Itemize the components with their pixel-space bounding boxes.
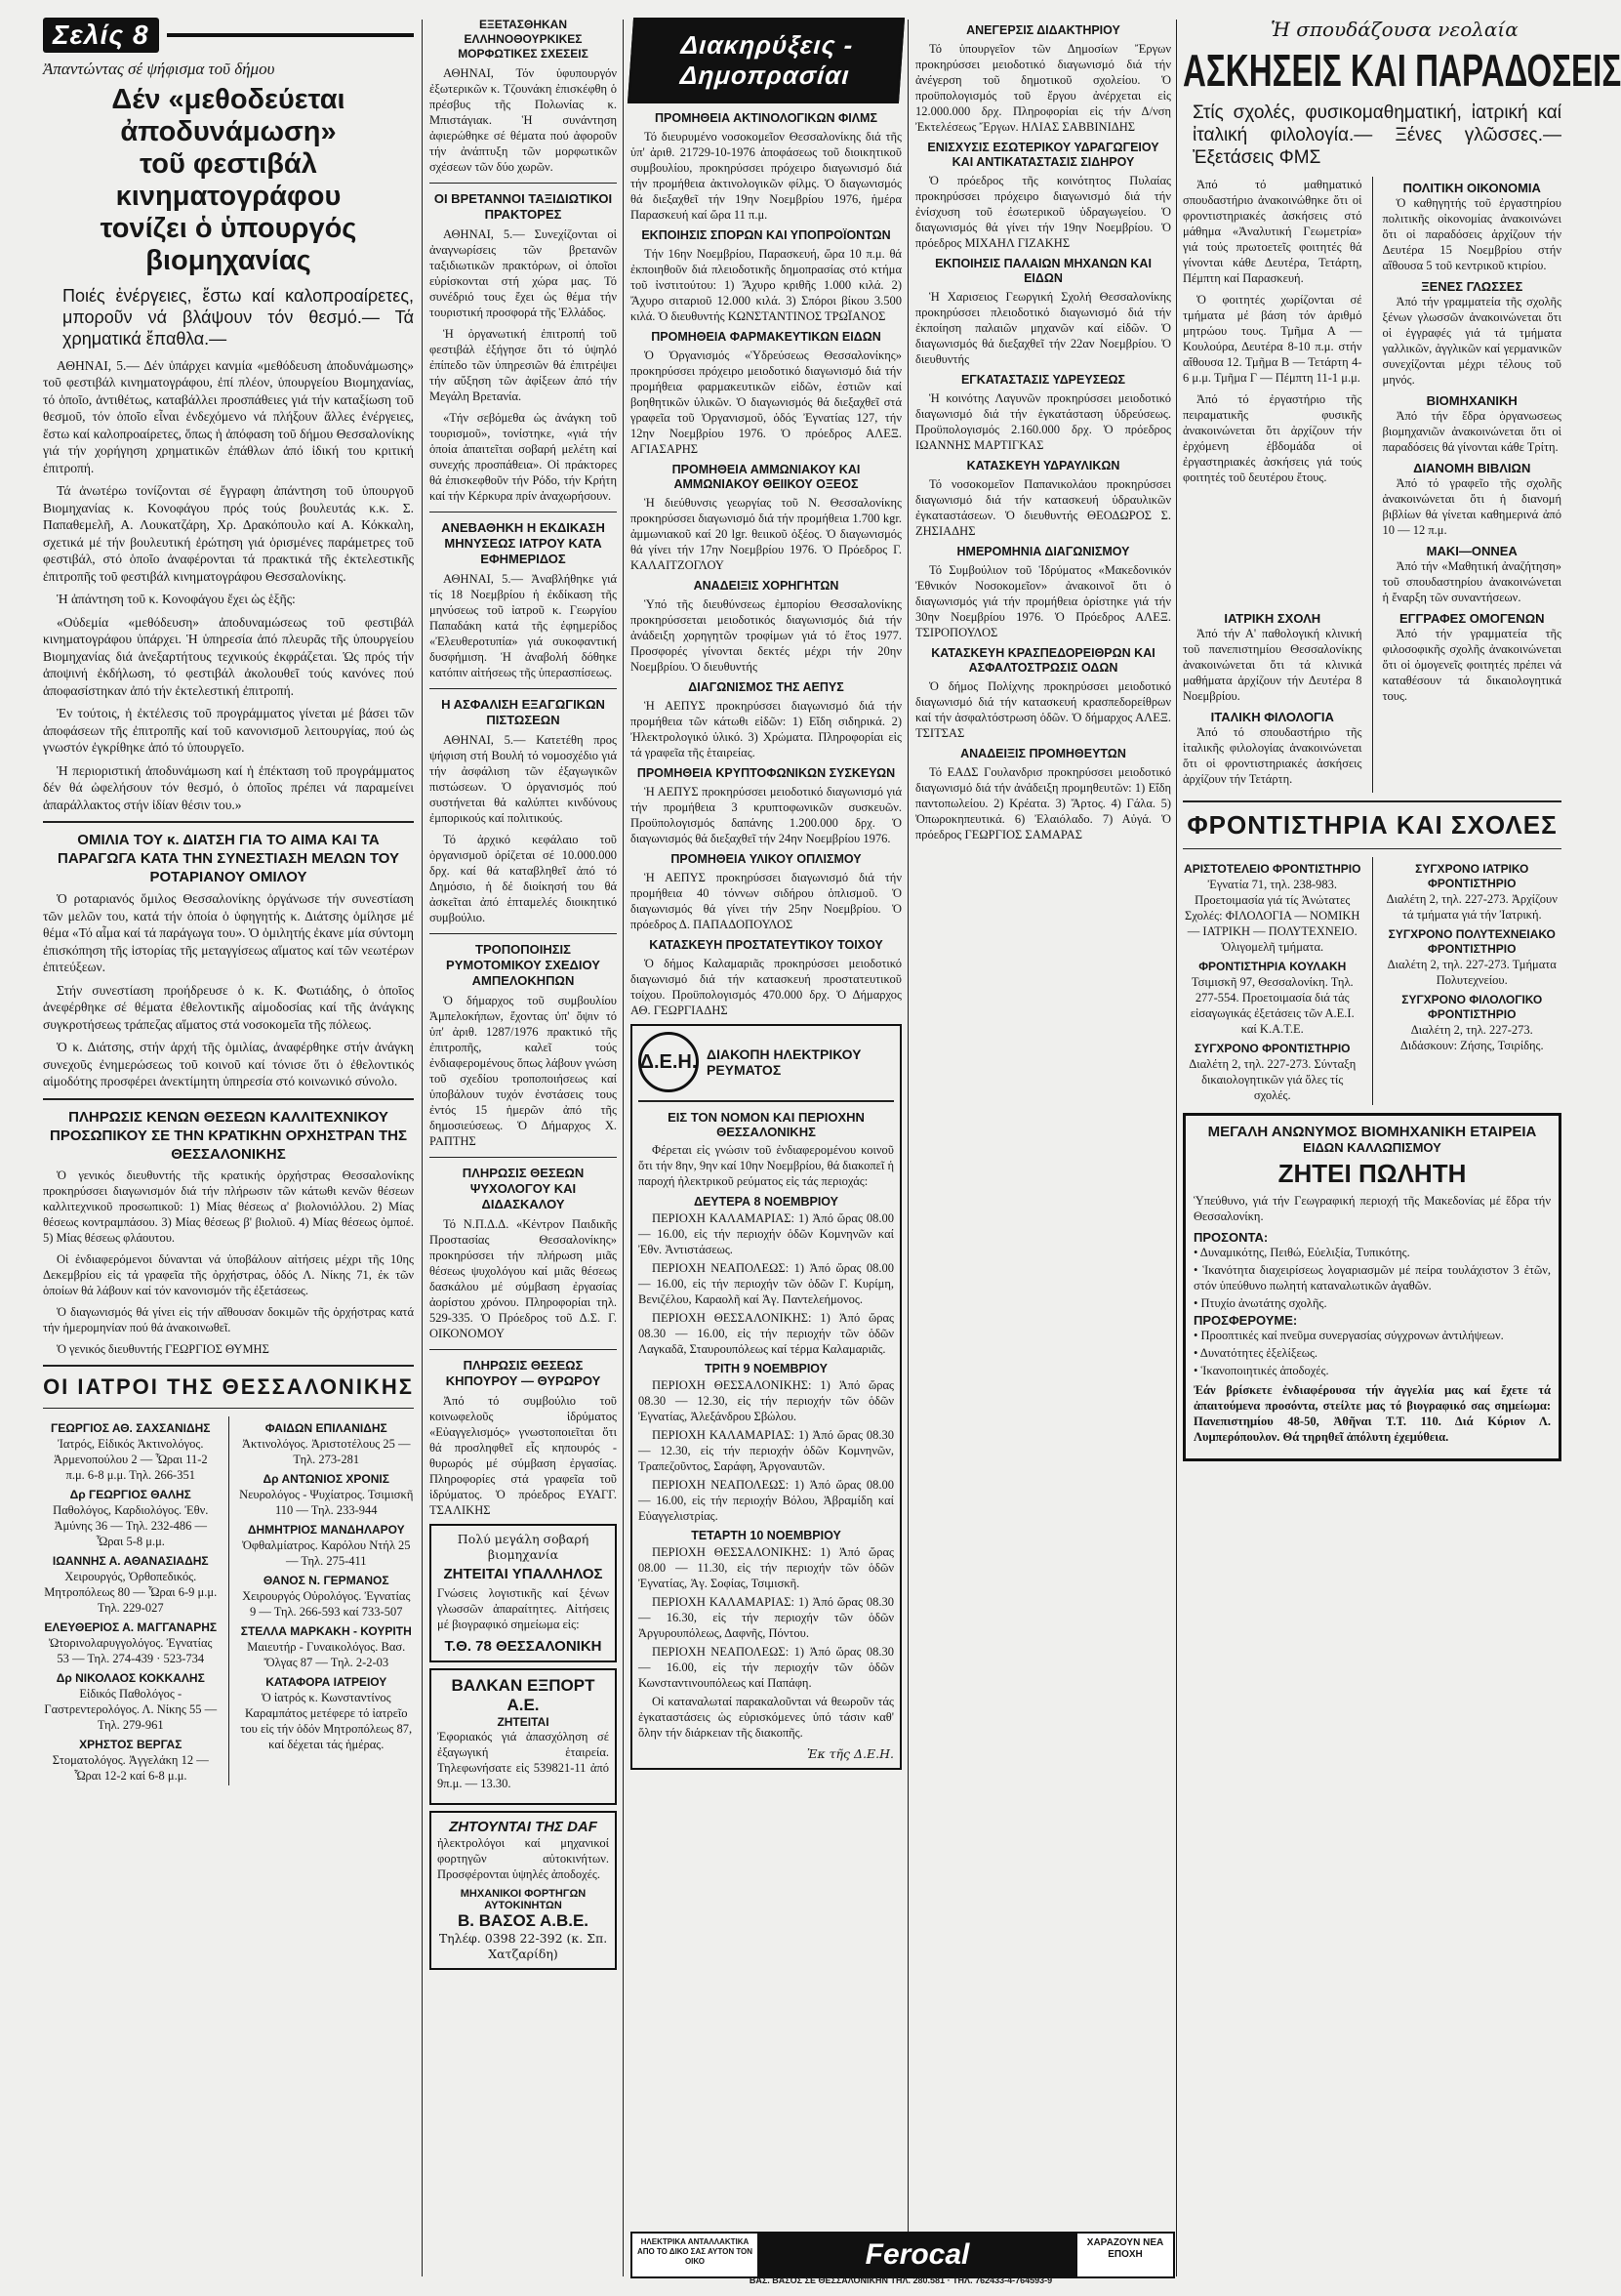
- paragraph: Τά ἀνωτέρω τονίζονται σέ ἔγγραφη ἀπάντηση τοῦ ὑπουργοῦ Βιομηχανίας κ. Κονοφάγου πρός τούς βουλευτάς κ.κ. Σ. Παπαθεμελῆ, Α. Λουκατζάρη, Χρ. Δρακόπουλο καί Α. Κόκκαλη, σχετικά μέ τήν βουλευτική ἐρώτηση γιά ὁρισμένες παράμετρες τοῦ φεστιβάλ, στό ὁποῖο ἀναφέρονται τά πρακτικά τῆς ἐκτελεστικῆς ἐπιτροπῆς τοῦ φεστιβάλ κινηματογράφου Θεσσαλονίκης.: [43, 483, 414, 584]
- doctor-details: Ὠτορινολαρυγγολόγος. Ἐγνατίας 53 — Τηλ. 274-439 · 523-734: [48, 1635, 213, 1665]
- paragraph: Οἱ ἐνδιαφερόμενοι δύνανται νά ὑποβάλουν αἰτήσεις μέχρι τῆς 10ης Δεκεμβρίου εἰς τά γραφεῖα τῆς ὀρχήστρας, ὁδός Λ. Νίκης 71, ἐκ τῶν ὁποίων θά λάβουν καί τόν κανονισμόν τῆς ἐξετάσεως.: [43, 1251, 414, 1297]
- dei-logo-icon: Δ.Ε.Η.: [638, 1032, 699, 1092]
- student-headline: ΑΣΚΗΣΕΙΣ ΚΑΙ ΠΑΡΑΔΟΣΕΙΣ: [1183, 45, 1621, 96]
- paragraph: Τό ἀρχικό κεφάλαιο τοῦ ὀργανισμοῦ ὁρίζεται σέ 10.000.000 δρχ. καί θά καταβληθεῖ ἀπό τό Δημόσιο, ἡ δέ διοίκησή του θά ἀσκεῖται ἀπό ἑπταμελές διοικητικό συμβούλιο.: [429, 833, 617, 924]
- paragraph: Ἡ ὀργανωτική ἐπιτροπή τοῦ φεστιβάλ ἐξήγησε ὅτι τό ὑψηλό ἐπίπεδο τῶν ὑπηρεσιῶν θά ἐπιτρέψει τήν αὔξηση τῶν ἀφίξεων ἀπό τήν Μεγάλη Βρετανία.: [429, 327, 617, 403]
- section-body: Ἀπό τήν γραμματεία τῆς σχολῆς ξένων γλωσσῶν ἀνακοινώνεται ὅτι οἱ ἐγγραφές γιά τά τμήματα γαλλικῶν, ἀγγλικῶν καί γερμανικῶν συνεχίζονται μέχρι τέλους τοῦ μηνός.: [1382, 295, 1561, 387]
- column-2: [429, 18, 617, 2278]
- town-plan-body: Ὁ δήμαρχος τοῦ συμβουλίου Ἀμπελοκήπων, ἔχοντας ὑπ' ὄψιν τό ὑπ' ἀριθ. 1287/1976 πρακτικό τῆς ἐπιτροπῆς, καλεῖ τούς ἐνδιαφερομένους ὅπως λάβουν γνώση τοῦ σχεδίου τροποποιήσεως καί ὑποβάλουν τυχόν ἐνστάσεις τους ἐντός 15 ἡμερῶν ἀπό τῆς δημοσιεύσεως. Ὁ Δήμαρχος Χ. ΡΑΠΤΗΣ: [429, 994, 617, 1148]
- section-heading: ΒΙΟΜΗΧΑΝΙΚΗ: [1426, 393, 1518, 408]
- insurance-body: [429, 732, 617, 925]
- orchestra-headline: ΠΛΗΡΩΣΙΣ ΚΕΝΩΝ ΘΕΣΕΩΝ ΚΑΛΛΙΤΕΧΝΙΚΟΥ ΠΡΟΣΩΠΙΚΟΥ ΣΕ ΤΗΝ ΚΡΑΤΙΚΗΝ ΟΡΧΗΣΤΡΑΝ ΤΗΣ ΘΕΣΣΑΛΟΝΙΚΗΣ: [50, 1108, 407, 1163]
- section-heading: ΕΓΓΡΑΦΕΣ ΟΜΟΓΕΝΩΝ: [1398, 611, 1545, 626]
- outage-area: ΠΕΡΙΟΧΗ ΚΑΛΑΜΑΡΙΑΣ: 1) Ἀπό ὥρας 08.30 — 16.30, εἰς τήν περιοχήν τῶν ὁδῶν Ἀργυρουπόλεως, Δαφνῆς, Πόντου.: [638, 1595, 894, 1640]
- notice-headline: ΑΝΕΓΕΡΣΙΣ ΔΙΔΑΚΤΗΡΙΟΥ: [966, 23, 1120, 37]
- paragraph: Ὁ γενικός διευθυντής ΓΕΩΡΓΙΟΣ ΘΥΜΗΣ: [57, 1341, 269, 1356]
- notice-headline: ΠΡΟΜΗΘΕΙΑ ΑΚΤΙΝΟΛΟΓΙΚΩΝ ΦΙΛΜΣ: [655, 111, 877, 125]
- psychologist-body: Τό Ν.Π.Δ.Δ. «Κέντρον Παιδικῆς Προστασίας Θεσσαλονίκης» προκηρύσσει τήν πλήρωση μιᾶς θέσεως ψυχολόγου καί μιᾶς θέσεως δασκάλου μέ σύμβαση ἐργασίας ἀορίστου χρόνου. Πληροφορίαι τηλ. 529-335. Ὁ Πρόεδρος τοῦ Δ.Σ. Γ. ΟΙΚΟΝΟΜΟΥ: [429, 1217, 617, 1340]
- doctor-details: Εἰδικός Παθολόγος - Γαστρεντερολόγος. Λ. Νίκης 55 — Τηλ. 279-961: [44, 1686, 218, 1732]
- ferocal-ad: [630, 2232, 1175, 2278]
- section-body: Ἀπό τήν γραμματεία τῆς φιλοσοφικῆς σχολῆς ἀνακοινώνεται ὅτι οἱ ὁμογενεῖς φοιτητές πρέπει νά καταθέσουν τά δικαιολογητικά τους.: [1382, 627, 1561, 703]
- doctor-name: ΦΑΙΔΩΝ ΕΠΙΛΑΝΙΔΗΣ: [264, 1420, 387, 1435]
- doctors-list-left: [43, 1416, 219, 1785]
- ad-company-sub: ΕΙΔΩΝ ΚΑΛΛΩΠΙΣΜΟΥ: [1303, 1140, 1441, 1155]
- exam-body: ΑΘΗΝΑΙ, Τόν ὑφυπουργόν ἐξωτερικῶν κ. Τζουνάκη ἐπισκέφθη ὁ πρέσβυς τῆς Πολωνίας κ. Μπιστάγιακ. Ἡ συνάντηση ἀφιερώθηκε σέ θέματα πού ἀφοροῦν τήν ἀνάπτυξη τῶν μορφωτικῶν σχέσεων τῶν δύο χωρῶν.: [429, 66, 617, 174]
- brits-headline: ΟΙ ΒΡΕΤΑΝΝΟΙ ΤΑΞΙΔΙΩΤΙΚΟΙ ΠΡΑΚΤΟΡΕΣ: [433, 191, 613, 222]
- classified-ad-balkan: [429, 1668, 617, 1805]
- rotary-headline: ΟΜΙΛΙΑ ΤΟΥ κ. ΔΙΑΤΣΗ ΓΙΑ ΤΟ ΑΙΜΑ ΚΑΙ ΤΑ ΠΑΡΑΓΩΓΑ ΚΑΤΑ ΤΗΝ ΣΥΝΕΣΤΙΑΣΗ ΜΕΛΩΝ ΤΟΥ ΡΟΤΑΡΙΑΝΟΥ ΟΜΙΛΟΥ: [58, 832, 399, 885]
- doctor-details: Νευρολόγος - Ψυχίατρος. Τσιμισκῆ 110 — Τηλ. 233-944: [239, 1487, 414, 1517]
- notice-body: Ἡ ΑΕΠΥΣ προκηρύσσει διαγωνισμό διά τήν προμήθεια 40 τόννων σιδήρου ὁπλισμοῦ. Ὁ διαγωνισμός θά γίνει τήν 25ην Νοεμβρίου. Ὁ πρόεδρος Δ. ΠΑΠΑΔΟΠΟΥΛΟΣ: [630, 871, 902, 931]
- classified-ad-clerk: [429, 1524, 617, 1662]
- school-details: Ἐγνατία 71, τηλ. 238-983. Προετοιμασία γιά τίς Ἀνώτατες Σχολές: ΦΙΛΟΛΟΓΙΑ — ΝΟΜΙΚΗ — ΙΑΤΡΙΚΗ — ΠΟΛΥΤΕΧΝΕΙΟ. Ὁλιγομελῆ τμήματα.: [1185, 878, 1360, 954]
- column-rule: [623, 20, 624, 2276]
- doctor-details: Στοματολόγος. Ἀγγελάκη 12 — Ὧραι 12-2 καί 6-8 μ.μ.: [52, 1752, 209, 1783]
- caretaker-headline: ΠΛΗΡΩΣΙΣ ΘΕΣΕΩΣ ΚΗΠΟΥΡΟΥ — ΘΥΡΩΡΟΥ: [445, 1358, 601, 1388]
- notice-headline: ΚΑΤΑΣΚΕΥΗ ΠΡΟΣΤΑΤΕΥΤΙΚΟΥ ΤΟΙΧΟΥ: [649, 938, 883, 952]
- tenders-banner: Διακηρύξεις - Δημοπρασίαι: [628, 18, 905, 103]
- section-heading: ΔΙΑΝΟΜΗ ΒΙΒΛΙΩΝ: [1413, 461, 1531, 475]
- ad-title: ΖΗΤΟΥΝΤΑΙ ΤΗΣ DAF: [449, 1819, 597, 1835]
- notice-headline: ΑΝΑΔΕΙΞΙΣ ΧΟΡΗΓΗΤΩΝ: [693, 579, 839, 593]
- paragraph: «Τήν σεβόμεθα ὡς ἀνάγκη τοῦ τουρισμοῦ», τονίστηκε, «γιά τήν ὁποία ἀπαιτεῖται σοβαρή μελέτη καί συνεχής προσπάθεια». Οἱ πράκτορες θά ἐπισκεφθοῦν τήν Ρόδο, τήν Κρήτη καί τήν Κέρκυρα πρίν ἀναχωρήσουν.: [429, 411, 617, 503]
- insurance-headline: Η ΑΣΦΑΛΙΣΗ ΕΞΑΓΩΓΙΚΩΝ ΠΙΣΤΩΣΕΩΝ: [441, 697, 605, 727]
- section-heading: ΙΤΑΛΙΚΗ ΦΙΛΟΛΟΓΙΑ: [1210, 710, 1334, 724]
- section-body: Ἀπό τό σπουδαστήριο τῆς ἰταλικῆς φιλολογίας ἀνακοινώνεται ὅτι οἱ φροντιστηριακές ἀσκήσεις ἀρχίζουν τήν Τετάρτη.: [1183, 725, 1362, 786]
- outage-schedule: [638, 1195, 894, 1691]
- doctor-details: Ὀφθαλμίατρος. Καρόλου Ντήλ 25 — Τηλ. 275-411: [241, 1538, 411, 1568]
- notice-headline: ΠΡΟΜΗΘΕΙΑ ΑΜΜΩΝΙΑΚΟΥ ΚΑΙ ΑΜΜΩΝΙΑΚΟΥ ΘΕΙΙΚΟΥ ΟΞΕΟΣ: [671, 463, 861, 491]
- paragraph: «Οὐδεμία «μεθόδευση» ἀποδυναμώσεως τοῦ φεστιβάλ κινηματογράφου ὑπάρχει. Ἡ ὑπηρεσία ἀπό πλευρᾶς τῆς ὑπουργείου Βιομηχανίας διά ἀνεξαρτήτους τεχνικούς ἐκφράζεται. Ὡς πρός τήν ἀποψινή ἐκδήλωση, τό φεστιβάλ ἀκολουθεῖ τούς κανόνες πού ἀποφασίστηκαν ἀπό τήν ἐκτελεστική ἐπιτροπή.: [43, 614, 414, 698]
- notice-body: Τό ΕΑΔΣ Γουλανδρισ προκηρύσσει μειοδοτικό διαγωνισμό διά τήν ἀνάδειξη προμηθευτῶν: 1) Εἴδη παντοπωλείου. 2) Κρέατα. 3) Ἄρτος. 4) Γάλα. 5) Ὀπωροκηπευτικά. 6) Ἐλαιόλαδο. 7) Αὐγά. Ὁ πρόεδρος ΓΕΩΡΓΙΟΣ ΣΑΜΑΡΑΣ: [915, 765, 1171, 841]
- exam-headline: ΕΞΕΤΑΣΘΗΚΑΝ ΕΛΛΗΝΟΘΟΥΡΚΙΚΕΣ ΜΟΡΦΩΤΙΚΕΣ ΣΧΕΣΕΙΣ: [458, 18, 588, 61]
- article-headline: τονίζει ὁ ὑπουργός βιομηχανίας: [100, 212, 357, 276]
- article-body: [43, 357, 414, 814]
- doctor-name: ΔΗΜΗΤΡΙΟΣ ΜΑΝΔΗΛΑΡΟΥ: [247, 1522, 405, 1537]
- paragraph: ΑΘΗΝΑΙ, 5.— Δέν ὑπάρχει κανμία «μεθόδευση ἀποδυνάμωσης» τοῦ φεστιβάλ κινηματογράφου, ἐπί πλέον, ὑπουργείου Βιομηχανίας, τό ὁποῖο, ἀντιθέτως, καταβάλλει προσπάθειες γιά τήν καταξίωση τοῦ θεσμοῦ, τόν ὁποῖο εἶναι ἐνδεχόμενο νά πλήξουν ἄλλες ἐνέργειες, ἔστω καί καλοπροαίρετες, ὅπως ἡ ἀπόφαση τοῦ δήμου Θεσσαλονίκης γιά τήν χορήγηση χρηματικῶν ἐπάθλων ἀπό ἰδική του κριτική ἐπιτροπή.: [43, 357, 414, 475]
- paragraph: ΑΘΗΝΑΙ, 5.— Κατετέθη προς ψήφιση στή Βουλή τό νομοσχέδιο γιά τήν ἀσφάλιση τῶν ἐξαγωγικῶν πιστώσεων. Ὁ ὀργανισμός πού συστήνεται θά καλύπτει κινδύνους ἐμπορικούς καί πολιτικούς.: [429, 733, 617, 825]
- ad-company: ΜΕΓΑΛΗ ΑΝΩΝΥΜΟΣ ΒΙΟΜΗΧΑΝΙΚΗ ΕΤΑΙΡΕΙΑ: [1207, 1124, 1537, 1140]
- school-details: Διαλέτη 2, τηλ. 227-273. Τμήματα Πολυτεχνείου.: [1387, 958, 1557, 987]
- notice-headline: ΠΡΟΜΗΘΕΙΑ ΦΑΡΜΑΚΕΥΤΙΚΩΝ ΕΙΔΩΝ: [651, 330, 881, 344]
- doctor-details: Ὁ ἰατρός κ. Κωνσταντίνος Καραμπάτος μετέφερε τό ἰατρεῖο του εἰς τήν ὁδόν Μητροπόλεως 87, καί δέχεται τάς ἡμέρας.: [240, 1690, 413, 1751]
- ferocal-left-text: ΗΛΕΚΤΡΙΚΑ ΑΝΤΑΛΛΑΚΤΙΚΑ ΑΠΟ ΤΟ ΔΙΚΟ ΣΑΣ ΑΥΤΟΝ ΤΟΝ ΟΙΚΟ: [636, 2237, 753, 2266]
- schools-list-left: [1183, 857, 1362, 1105]
- orchestra-body: [43, 1168, 414, 1357]
- paragraph: Ἀπό τό ἐργαστήριο τῆς πειραματικῆς φυσικῆς ἀνακοινώνεται ὅτι ἀρχίζουν τήν ἐρχόμενη ἑβδομάδα οἱ ἐργαστηριακές ἀσκήσεις γιά τούς φοιτητές τοῦ δευτέρου ἔτους.: [1183, 392, 1362, 484]
- notice-body: Τό Συμβούλιον τοῦ Ἱδρύματος «Μακεδονικόν Ἐθνικόν Νοσοκομεῖον» ἀνακοινοῖ ὅτι ὁ διαγωνισμός γιά τήν προμήθεια ὁρίστηκε γιά τήν 30ην Νοεμβρίου 1976. Ὁ Πρόεδρος ΑΛΕΞ. ΤΣΙΡΟΠΟΥΛΟΣ: [915, 563, 1171, 639]
- section-body: Ἀπό τήν «Μαθητική ἀναζήτηση» τοῦ σπουδαστηρίου ἀνακοινώνεται ἡ ἔναρξη τῶν συναντήσεων.: [1382, 559, 1561, 604]
- notice-headline: ΚΑΤΑΣΚΕΥΗ ΥΔΡΑΥΛΙΚΩΝ: [966, 459, 1120, 472]
- section-heading: ΜΑΚΙ—ΟΝΝΕΑ: [1426, 544, 1518, 558]
- outage-day: ΤΡΙΤΗ 9 ΝΟΕΜΒΡΙΟΥ: [704, 1362, 829, 1375]
- outage-area: ΠΕΡΙΟΧΗ ΘΕΣΣΑΛΟΝΙΚΗΣ: 1) Ἀπό ὥρας 08.00 — 11.30, εἰς τήν περιοχήν τῶν ὁδῶν Ἐγνατίας, Ἁγ. Σοφίας, Τσιμισκῆ.: [638, 1545, 894, 1590]
- notice-headline: ΠΡΟΜΗΘΕΙΑ ΚΡΥΠΤΟΦΩΝΙΚΩΝ ΣΥΣΚΕΥΩΝ: [636, 766, 896, 780]
- doctor-name: ΚΑΤΑΦΟΡΑ ΙΑΤΡΕΙΟΥ: [265, 1674, 387, 1689]
- notice-headline: ΑΝΑΔΕΙΞΙΣ ΠΡΟΜΗΘΕΥΤΩΝ: [960, 747, 1126, 760]
- outage-footer: Οἱ καταναλωταί παρακαλοῦνται νά θεωροῦν τάς ἐγκαταστάσεις ὡς εὑρισκόμενες ὑπό τάσιν καθ' ὅλην τήν διάρκειαν τῆς διακοπῆς.: [638, 1695, 894, 1740]
- doctor-name: ΘΑΝΟΣ Ν. ΓΕΡΜΑΝΟΣ: [263, 1573, 389, 1587]
- doctor-details: Χειρουργός Οὐρολόγος. Ἐγνατίας 9 — Τηλ. 266-593 καί 733-507: [242, 1588, 411, 1619]
- doctor-name: ΙΩΑΝΝΗΣ Α. ΑΘΑΝΑΣΙΑΔΗΣ: [52, 1553, 209, 1568]
- ad-footer: Ἐάν βρίσκετε ἐνδιαφέρουσα τήν ἀγγελία μας καί ἔχετε τά ἀπαιτούμενα προσόντα, στείλτε μας τό βιογραφικό σας σημείωμα: Πανεπιστημίου 48-50, Ἀθῆναι Τ.Τ. 110. Διά Κύριον Λ. Λυμπερόπουλον. Θά τηρηθεῖ ἀπόλυτη ἐχεμύθεια.: [1194, 1383, 1551, 1444]
- ferocal-logo: Ferocal: [757, 2234, 1077, 2276]
- schools-list-right: [1383, 857, 1562, 1105]
- ad-company: Β. ΒΑΣΟΣ Α.Β.Ε.: [457, 1911, 589, 1930]
- column-3: [630, 18, 902, 2278]
- school-name: ΣΥΓΧΡΟΝΟ ΦΡΟΝΤΙΣΤΗΡΙΟ: [1195, 1042, 1351, 1055]
- outage-subtitle: ΕΙΣ ΤΟΝ ΝΟΜΟΝ ΚΑΙ ΠΕΡΙΟΧΗΝ ΘΕΣΣΑΛΟΝΙΚΗΣ: [668, 1110, 865, 1139]
- brits-body: [429, 226, 617, 504]
- school-details: Διαλέτη 2, τηλ. 227-273. Σύνταξη δικαιολογητικῶν γιά ὅλες τίς σχολές.: [1189, 1057, 1357, 1102]
- school-details: Τσιμισκῆ 97, Θεσσαλονίκη. Τηλ. 277-554. Προετοιμασία διά τάς εἰσαγωγικάς ἐξετάσεις τῶν Α.Ε.Ι. καί Κ.Α.Τ.Ε.: [1190, 975, 1355, 1036]
- classified-ad-daf: [429, 1811, 617, 1970]
- doctor-lawsuit-headline: ΑΝΕΒΑΘΗΚΗ Η ΕΚΔΙΚΑΣΗ ΜΗΝΥΣΕΩΣ ΙΑΤΡΟΥ ΚΑΤΑ ΕΦΗΜΕΡΙΔΟΣ: [441, 520, 605, 566]
- paragraph: Στήν συνεστίαση προήδρευσε ὁ κ. Κ. Φωτιάδης, ὁ ὁποῖος ἀνεφέρθηκε σέ θέματα ἐθελοντικῆς αἱμοδοσίας καί τῆς ἀνάγκης συγκροτήσεως τράπεζας αἵματος στά νοσοκομεῖα τῆς πόλεως.: [43, 982, 414, 1032]
- ad-body: Γνώσεις λογιστικῆς καί ξένων γλωσσῶν ἀπαραίτητες. Αἰτήσεις μέ βιογραφικό σημείωμα εἰς:: [437, 1586, 609, 1631]
- doctor-details: Παθολόγος, Καρδιολόγος. Ἐθν. Ἀμύνης 36 — Τηλ. 232-486 — Ὧραι 5-8 μ.μ.: [53, 1502, 209, 1548]
- doctor-lawsuit-body: ΑΘΗΝΑΙ, 5.— Ἀναβλήθηκε γιά τίς 18 Νοεμβρίου ἡ ἐκδίκαση τῆς μηνύσεως τοῦ ἰατροῦ κ. Γεωργίου Παπαδάκη κατά τῆς ἐφημερίδος «Ἐλευθεροτυπία» γιά συκοφαντική δυσφήμιση. Ἡ ἀναβολή δόθηκε κατόπιν αἰτήσεως τῆς ὑπερασπίσεως.: [429, 572, 617, 679]
- ad-company: ΒΑΛΚΑΝ ΕΞΠΟΡΤ Α.Ε.: [451, 1676, 595, 1714]
- paragraph: Ὁ γενικός διευθυντής τῆς κρατικής ὀρχήστρας Θεσσαλονίκης προκηρύσσει διαγωνισμόν διά τήν πλήρωσιν τῶν κάτωθι κενῶν θέσεων καλλιτεχνικοῦ προσωπικοῦ: 1) Μίας θέσεως α' βιολονιόλλου. 2) Μίας θέσεως κοντραμπάσου. 3) Μίας θέσεως β' βιολιοῦ. 4) Μίας θέσεως ὀμποέ. 5) Μίας θέσεως φλάουτου.: [43, 1168, 414, 1245]
- column-1: [43, 18, 414, 2278]
- outage-area: ΠΕΡΙΟΧΗ ΚΑΛΑΜΑΡΙΑΣ: 1) Ἀπό ὥρας 08.30 — 12.30, εἰς τήν περιοχήν ὁδῶν Κομνηνῶν, Τραπεζοῦντος, Σαράφη, Ἀργοναυτῶν.: [638, 1428, 894, 1473]
- outage-area: ΠΕΡΙΟΧΗ ΚΑΛΑΜΑΡΙΑΣ: 1) Ἀπό ὥρας 08.00 — 16.00, εἰς τήν περιοχήν ὁδῶν Κομνηνῶν καί Ἐθν. Ἀντιστάσεως.: [638, 1211, 894, 1256]
- article-headline: Δέν «μεθοδεύεται ἀποδυνάμωση»: [111, 83, 345, 147]
- notice-body: Ὑπό τῆς διευθύνσεως ἐμπορίου Θεσσαλονίκης προκηρύσσεται μειοδοτικός διαγωνισμός διά τήν ἀνάδειξη χορηγητῶν τροφίμων γιά τό ἔτος 1977. Προσφορές γίνονται δεκτές μέχρι τήν 20ην Νοεμβρίου. Ὁ διευθυντής: [630, 597, 902, 674]
- doctor-name: Δρ ΓΕΩΡΓΙΟΣ ΘΑΛΗΣ: [69, 1487, 191, 1501]
- notice-body: Ἡ ΑΕΠΥΣ προκηρύσσει διαγωνισμό διά τήν προμήθεια τῶν κάτωθι εἰδῶν: 1) Εἴδη σιδηρικά. 2) Ἠλεκτρολογικό ὑλικό. 3) Χρώματα. Πληροφορίαι εἰς τά γραφεῖα τῆς ἑταιρείας.: [630, 699, 902, 759]
- bullet-item: • Προοπτικές καί πνεῦμα συνεργασίας σύγχρονων ἀντιλήψεων.: [1194, 1329, 1504, 1342]
- column-rule: [422, 20, 423, 2276]
- paragraph: Ἀπό τό μαθηματικό σπουδαστήριο ἀνακοινώθηκε ὅτι οἱ φροντιστηριακές ἀσκήσεις στό μάθημα «Ἀναλυτική Γεωμετρία» γιά τούς πρωτοετεῖς φοιτητές θά γίνονται κάθε Δευτέρα, Τετάρτη, Πέμπτη καί Παρασκευή.: [1183, 178, 1362, 285]
- section-heading: ΞΕΝΕΣ ΓΛΩΣΣΕΣ: [1421, 279, 1523, 294]
- notice-headline: ΕΚΠΟΙΗΣΙΣ ΠΑΛΑΙΩΝ ΜΗΧΑΝΩΝ ΚΑΙ ΕΙΔΩΝ: [935, 257, 1152, 285]
- ad-title: ΖΗΤΕΙ ΠΩΛΗΤΗ: [1277, 1159, 1467, 1188]
- power-outage-notice: [630, 1024, 902, 1770]
- school-details: Διαλέτη 2, τηλ. 227-273. Διδάσκουν: Ζήσης, Τσιρίδης.: [1399, 1023, 1544, 1052]
- bullet-item: • Δυναμικότης, Πειθώ, Εὐελιξία, Τυπικότης.: [1194, 1246, 1410, 1259]
- notice-headline: ΚΑΤΑΣΚΕΥΗ ΚΡΑΣΠΕΔΟΡΕΙΘΡΩΝ ΚΑΙ ΑΣΦΑΛΤΟΣΤΡΩΣΙΣ ΟΔΩΝ: [931, 646, 1155, 675]
- outage-area: ΠΕΡΙΟΧΗ ΝΕΑΠΟΛΕΩΣ: 1) Ἀπό ὥρας 08.30 — 16.00, εἰς τήν περιοχήν τῶν ὁδῶν Κωνσταντινουπόλεως καί Παπάφη.: [638, 1645, 894, 1690]
- doctor-details: Χειρουργός, Ὀρθοπεδικός. Μητροπόλεως 80 — Ὧραι 6-9 μ.μ. Τηλ. 229-027: [44, 1569, 218, 1615]
- article-deck: Ποιές ἐνέργειες, ἔστω καί καλοπροαίρετες, μποροῦν νά βλάψουν τόν θεσμό.— Τά χρηματικά ἔπαθλα.—: [62, 285, 414, 348]
- psychologist-headline: ΠΛΗΡΩΣΙΣ ΘΕΣΕΩΝ ΨΥΧΟΛΟΓΟΥ ΚΑΙ ΔΙΔΑΣΚΑΛΟΥ: [462, 1166, 585, 1211]
- notice-body: Ὁ πρόεδρος τῆς κοινότητος Πυλαίας προκηρύσσει πρόχειρο διαγωνισμό διά τήν ἐνίσχυση τοῦ ἐσωτερικοῦ ὑδραγωγείου. Ὁ διαγωνισμός θά γίνει τήν 19ην Νοεμβρίου. Ὁ πρόεδρος ΜΙΧΑΗΛ ΓΙΖΑΚΗΣ: [915, 174, 1171, 250]
- notice-body: Τό ὑπουργεῖον τῶν Δημοσίων Ἔργων προκηρύσσει μειοδοτικό διαγωνισμό διά τήν ἀνέγερση τοῦ δημοτικοῦ σχολείου. Ὁ προϋπολογισμός τοῦ ἔργου ἀνέρχεται εἰς 12.000.000 δρχ. Πληροφορίαι εἰς τήν Δ/νση Ἐκτελέσεως Ἔργων. ΗΛΙΑΣ ΣΑΒΒΙΝΙΔΗΣ: [915, 42, 1171, 134]
- page-number-label: Σελίς 8: [43, 18, 159, 53]
- outage-area: ΠΕΡΙΟΧΗ ΘΕΣΣΑΛΟΝΙΚΗΣ: 1) Ἀπό ὥρας 08.30 — 12.30, εἰς τήν περιοχήν τῶν ὁδῶν Ἐγνατίας, Ἀλεξάνδρου Σβώλου.: [638, 1378, 894, 1423]
- outage-area: ΠΕΡΙΟΧΗ ΝΕΑΠΟΛΕΩΣ: 1) Ἀπό ὥρας 08.00 — 16.00, εἰς τήν περιοχήν τῶν ὁδῶν Γ. Κυρίμη, Βενιζέλου, Καραολῆ καί Ἁγ. Παντελεήμονος.: [638, 1261, 894, 1306]
- notice-body: Ὁ Ὀργανισμός «Ὑδρεύσεως Θεσσαλονίκης» προκηρύσσει πρόχειρο μειοδοτικό διαγωνισμό διά τήν προμήθεια φαρμακευτικῶν εἰδῶν, ἐστιῶν καί βοηθητικῶν ὑλικῶν. Ὁ διαγωνισμός θά διεξαχθεῖ στά γραφεῖα τοῦ Ὀργανισμοῦ, ὁδός Ἐγνατίας 127, τήν 12ην Νοεμβρίου 1976. Ὁ πρόεδρος ΑΛΕΞ. ΑΓΙΑΣΑΡΗΣ: [630, 348, 902, 456]
- ad-title: ΖΗΤΕΙΤΑΙ ΥΠΑΛΛΗΛΟΣ: [443, 1566, 603, 1582]
- section-body: Ἀπό τήν ἕδρα ὀργανωσεως βιομηχανιῶν ἀνακοινώνεται ὅτι οἱ παραδόσεις θά γίνονται κάθε Τρίτη.: [1382, 409, 1561, 454]
- column-rule: [1176, 20, 1177, 2276]
- paragraph: Ὁ κ. Διάτσης, στήν ἀρχή τῆς ὁμιλίας, ἀναφέρθηκε στήν ἀνάγκη συνεχοῦς ἐνημερώσεως τοῦ κοινοῦ καί τόνισε ὅτι ὁ ἐθελοντικός αἱμοδότης προσφέρει ἀνεκτίμητη ὑπηρεσία στό κοινωνικό σύνολο.: [43, 1040, 414, 1088]
- column-5: [1183, 18, 1621, 2278]
- outage-intro: Φέρεται εἰς γνώσιν τοῦ ἐνδιαφερομένου κοινοῦ ὅτι τήν 8ην, 9ην καί 10ην Νοεμβρίου, θά διακοπεῖ ἡ παροχή ἠλεκτρικοῦ ρεύματος εἰς τάς περιοχάς:: [638, 1143, 894, 1188]
- notice-body: Ἡ ΑΕΠΥΣ προκηρύσσει μειοδοτικό διαγωνισμό γιά τήν προμήθεια 3 κρυπτοφωνικῶν συσκευῶν. Προϋπολογισμός δαπάνης 1.200.000 δρχ. Ὁ διαγωνισμός θά διεξαχθεῖ τήν 24ην Νοεμβρίου 1976.: [630, 785, 902, 845]
- doctors-directory-title: ΟΙ ΙΑΤΡΟΙ ΤΗΣ ΘΕΣΣΑΛΟΝΙΚΗΣ: [43, 1374, 414, 1399]
- notice-body: Τό διευρυμένο νοσοκομεῖον Θεσσαλονίκης διά τῆς ὑπ' ἀριθ. 21729-10-1976 ἀποφάσεως τοῦ διοικητικοῦ συμβουλίου, προκηρύσσει πρόχειρο διαγωνισμό διά τήν προμήθεια ἀκτινολογικῶν φίλμς. Ὁ διαγωνισμός θά διεξαχθεῖ τήν 19ην Νοεμβρίου 1976, ἡμέρα Παρασκευή καί ὥρα 11 π.μ.: [630, 130, 902, 222]
- article-headline: τοῦ φεστιβάλ κινηματογράφου: [115, 147, 342, 212]
- school-name: ΣΥΓΧΡΟΝΟ ΠΟΛΥΤΕΧΝΕΙΑΚΟ ΦΡΟΝΤΙΣΤΗΡΙΟ: [1388, 927, 1556, 956]
- school-name: ΣΥΓΧΡΟΝΟ ΦΙΛΟΛΟΓΙΚΟ ΦΡΟΝΤΙΣΤΗΡΙΟ: [1401, 993, 1543, 1021]
- student-deck: Στίς σχολές, φυσικομαθηματική, ἰατρική καί ἰταλική φιλολογία.— Ξένες γλῶσσες.— Ἐξετάσεις ΦΜΣ: [1193, 102, 1561, 168]
- doctor-details: Ἰατρός, Εἰδικός Ἀκτινολόγος. Ἀρμενοπούλου 2 — Ὧραι 11-2 π.μ. 6-8 μ.μ. Τηλ. 266-351: [53, 1436, 208, 1482]
- ad-subtitle: ΖΗΤΕΙΤΑΙ: [497, 1715, 549, 1729]
- doctor-name: Δρ ΝΙΚΟΛΑΟΣ ΚΟΚΚΑΛΗΣ: [56, 1670, 205, 1685]
- bullet-item: • Ἱκανότητα διαχειρίσεως λογαριασμῶν μέ πείρα τουλάχιστον 3 ἐτῶν, στόν ὑπεύθυνο πωλητή καταναλωτικῶν ἀγαθῶν.: [1194, 1263, 1551, 1292]
- ferocal-right-text: ΧΑΡΑΖΟΥΝ ΝΕΑ ΕΠΟΧΗ: [1086, 2237, 1164, 2260]
- outage-day: ΔΕΥΤΕΡΑ 8 ΝΟΕΜΒΡΙΟΥ: [693, 1195, 839, 1209]
- doctor-name: ΣΤΕΛΛΑ ΜΑΡΚΑΚΗ - ΚΟΥΡΙΤΗ: [240, 1623, 412, 1638]
- school-name: ΣΥΓΧΡΟΝΟ ΙΑΤΡΙΚΟ ΦΡΟΝΤΙΣΤΗΡΙΟ: [1415, 862, 1529, 890]
- doctor-details: Μαιευτήρ - Γυναικολόγος. Βασ. Ὄλγας 87 — Τηλ. 2-2-03: [247, 1639, 406, 1669]
- doctors-list-right: [239, 1416, 415, 1785]
- section-body: Ἀπό τό γραφεῖο τῆς σχολῆς ἀνακοινώνεται ὅτι ἡ διανομή βιβλίων θά γίνεται καθημερινά ἀπό 10 — 12 π.μ.: [1382, 476, 1561, 537]
- outage-day: ΤΕΤΑΡΤΗ 10 ΝΟΕΜΒΡΙΟΥ: [691, 1529, 841, 1542]
- school-name: ΑΡΙΣΤΟΤΕΛΕΙΟ ΦΡΟΝΤΙΣΤΗΡΙΟ: [1184, 862, 1361, 876]
- notice-headline: ΔΙΑΓΩΝΙΣΜΟΣ ΤΗΣ ΑΕΠΥΣ: [688, 680, 844, 694]
- student-col-right: [1383, 177, 1562, 611]
- paragraph: Ἐν τούτοις, ἡ ἐκτέλεσις τοῦ προγράμματος γίνεται μέ βάσει τῶν ἀποφάσεων τῆς ἐπιτροπῆς καί τοῦ κανονισμοῦ λειτουργίας, πού ὡς γνωστόν ἐγκρίθηκε ἀπό τό ὑπουργεῖο.: [43, 706, 414, 755]
- ad-subtitle: ΜΗΧΑΝΙΚΟΙ ΦΟΡΤΗΓΩΝ ΑΥΤΟΚΙΝΗΤΩΝ: [460, 1888, 587, 1911]
- bullet-item: • Πτυχίο ἀνωτάτης σχολῆς.: [1194, 1296, 1327, 1310]
- caretaker-body: Ἀπό τό συμβούλιο τοῦ κοινωφελοῦς ἱδρύματος «Εὐαγγελισμός» γνωστοποιεῖται ὅτι θά προσληφθεῖ εἷς κηπουρός - θυρωρός μέ σύμβαση ἐργασίας. Πληροφορίες στά γραφεῖα τοῦ ἱδρύματος. Ὁ πρόεδρος ΕΥΑΓΓ. ΤΣΑΛΙΚΗΣ: [429, 1394, 617, 1517]
- notice-body: Ὁ δήμος Καλαμαριᾶς προκηρύσσει μειοδοτικό διαγωνισμό διά τήν κατασκευή προστατευτικοῦ τοίχου. Προϋπολογισμός 470.000 δρχ. Ὁ Δήμαρχος ΑΘ. ΓΕΩΡΓΙΑΔΗΣ: [630, 957, 902, 1017]
- notice-body: Ἡ Χαρισειος Γεωργική Σχολή Θεσσαλονίκης προκηρύσσει πλειοδοτικό διαγωνισμό διά τήν ἐκποίηση παλαιῶν μηχανῶν καί εἰδῶν. Ὁ διαγωνισμός θά διεξαχθεῖ τήν 22αν Νοεμβρίου. Ὁ διευθυντής: [915, 290, 1171, 366]
- sales-job-ad: [1183, 1113, 1561, 1461]
- ad-body: Ὑπεύθυνο, γιά τήν Γεωγραφική περιοχή τῆς Μακεδονίας μέ ἕδρα τήν Θεσσαλονίκη.: [1194, 1194, 1551, 1223]
- section-heading: ΠΟΛΙΤΙΚΗ ΟΙΚΟΝΟΜΙΑ: [1402, 181, 1541, 195]
- notice-headline: ΕΚΠΟΙΗΣΙΣ ΣΠΟΡΩΝ ΚΑΙ ΥΠΟΠΡΟΪΟΝΤΩΝ: [641, 228, 891, 242]
- section-body: Ἀπό τήν Α' παθολογική κλινική τοῦ πανεπιστημίου Θεσσαλονίκης ἀνακοινώνεται ὅτι τά κλινικά μαθήματα ἀρχίζουν τήν Δευτέρα 8 Νοεμβρίου.: [1183, 627, 1362, 703]
- paragraph: Ἡ περιοριστική ἀποδυνάμωση καί ἡ ἐπέκταση τοῦ προγράμματος δέν θά ὠφελήσουν τόν θεσμό, ὁ ὁποῖος πρέπει νά παραμείνει ἀπαράλλακτος στήν ἰδίαν θέσιν του.»: [43, 762, 414, 812]
- notice-body: Ὁ δήμος Πολίχνης προκηρύσσει μειοδοτικό διαγωνισμό διά τήν κατασκευή κρασπεδορείθρων καί τήν ἀσφαλτόστρωση ὁδῶν. Ὁ δήμαρχος ΑΛΕΞ. ΤΣΙΤΣΑΣ: [915, 679, 1171, 740]
- town-plan-headline: ΤΡΟΠΟΠΟΙΗΣΙΣ ΡΥΜΟΤΟΜΙΚΟΥ ΣΧΕΔΙΟΥ ΑΜΠΕΛΟΚΗΠΩΝ: [446, 942, 600, 988]
- doctor-details: Ἀκτινολόγος. Ἀριστοτέλους 25 — Τηλ. 273-281: [241, 1436, 411, 1466]
- schools-title: ΦΡΟΝΤΙΣΤΗΡΙΑ ΚΑΙ ΣΧΟΛΕΣ: [1187, 810, 1558, 840]
- doctor-name: ΧΡΗΣΤΟΣ ΒΕΡΓΑΣ: [79, 1737, 182, 1751]
- article-kicker: Ἀπαντώντας σέ ψήφισμα τοῦ δήμου: [43, 60, 275, 78]
- ad-intro: Πολύ μεγάλη σοβαρή βιομηχανία: [457, 1532, 589, 1562]
- doctor-name: ΓΕΩΡΓΙΟΣ ΑΘ. ΣΑΧΣΑΝΙΔΗΣ: [51, 1420, 211, 1435]
- school-name: ΦΡΟΝΤΙΣΤΗΡΙΑ ΚΟΥΛΑΚΗ: [1198, 960, 1347, 973]
- section-heading: ΙΑΤΡΙΚΗ ΣΧΟΛΗ: [1224, 611, 1321, 626]
- notice-body: Ἡ κοινότης Λαγυνῶν προκηρύσσει μειοδοτικό διαγωνισμό διά τήν ἐγκατάσταση ὑδρεύσεως. Προϋπολογισμός 2.160.000 δρχ. Ὁ πρόεδρος ΙΩΑΝΝΗΣ ΜΑΡΤΙΓΚΑΣ: [915, 391, 1171, 452]
- student-kicker: Ἡ σπουδάζουσα νεολαία: [1271, 18, 1519, 41]
- outage-signature: Ἐκ τῆς Δ.Ε.Η.: [806, 1746, 894, 1761]
- notice-body: Τήν 16ην Νοεμβρίου, Παρασκευή, ὥρα 10 π.μ. θά ἐκποιηθοῦν διά πλειοδοτικῆς δημοπρασίας στό κτήμα τοῦ ἰνστιτούτου: 1) Ἄχυρο κριθῆς 1.000 κιλά. 2) Ἄχυρο σιταριοῦ 12.000 κιλά. 3) Σπόροι βίκου 3.500 κιλά. Ὁ διευθυντής ΚΩΝΣΤΑΝΤΙΝΟΣ ΤΡΩΪΑΝΟΣ: [630, 247, 902, 323]
- notice-headline: ΕΝΙΣΧΥΣΙΣ ΕΣΩΤΕΡΙΚΟΥ ΥΔΡΑΓΩΓΕΙΟΥ ΚΑΙ ΑΝΤΙΚΑΤΑΣΤΑΣΙΣ ΣΙΔΗΡΟΥ: [927, 141, 1159, 169]
- outage-area: ΠΕΡΙΟΧΗ ΘΕΣΣΑΛΟΝΙΚΗΣ: 1) Ἀπό ὥρας 08.30 — 16.00, εἰς τήν περιοχήν τῶν ὁδῶν Λαγκαδᾶ, Σταυρουπόλεως καί τέρμα Καλαμαριᾶς.: [638, 1311, 894, 1356]
- outage-area: ΠΕΡΙΟΧΗ ΝΕΑΠΟΛΕΩΣ: 1) Ἀπό ὥρας 08.00 — 16.00, εἰς τήν περιοχήν Βόλου, Ἀβραμίδη καί Εὐαγγελιστρίας.: [638, 1478, 894, 1523]
- section-body: Ὁ καθηγητής τοῦ ἐργαστηρίου πολιτικῆς οἰκονομίας ἀνακοινώνει ὅτι οἱ παραδόσεις ἀρχίζουν τήν Δευτέρα 15 Νοεμβρίου στήν αἴθουσα 5 τοῦ κεντρικοῦ κτιρίου.: [1382, 196, 1561, 272]
- ferocal-address: ΒΑΣ. ΒΑΣΟΣ ΣΕ ΘΕΣΣΑΛΟΝΙΚΗΝ ΤΗΛ. 280.581 · ΤΗΛ. 762433-4-764593-9: [749, 2276, 1053, 2285]
- notice-body: Ἡ διεύθυνσις γεωργίας τοῦ Ν. Θεσσαλονίκης προκηρύσσει διαγωνισμό διά τήν προμήθεια 1.700 kgr. ἀμμωνιακοῦ καί 20 lgr. θειικοῦ ὀξέος. Ὁ διαγωνισμός θά γίνει τήν 17ην Νοεμβρίου 1976. Ὁ Πρόεδρος Γ. ΚΑΛΑΙΤΖΟΓΛΟΥ: [630, 496, 902, 572]
- ad-requirements-title: ΠΡΟΣΟΝΤΑ:: [1194, 1230, 1269, 1245]
- ad-offers-title: ΠΡΟΣΦΕΡΟΥΜΕ:: [1194, 1313, 1298, 1328]
- bullet-item: • Ἱκανοποιητικές ἀποδοχές.: [1194, 1364, 1329, 1377]
- paragraph: Ἡ ἀπάντηση τοῦ κ. Κονοφάγου ἔχει ὡς ἑξῆς:: [57, 592, 296, 606]
- ad-phone: Τηλέφ. 0398 22-392 (κ. Σπ. Χατζαρίδη): [438, 1931, 608, 1961]
- column-rule: [908, 20, 909, 2276]
- notice-body: Τό νοσοκομεῖον Παπανικολάου προκηρύσσει διαγωνισμό διά τήν κατασκευή ὑδραυλικῶν ἐγκαταστάσεων. Ὁ διευθυντής ΘΕΟΔΩΡΟΣ Σ. ΖΗΣΙΑΔΗΣ: [915, 477, 1171, 538]
- notice-headline: ΗΜΕΡΟΜΗΝΙΑ ΔΙΑΓΩΝΙΣΜΟΥ: [956, 545, 1130, 558]
- student-body: [1183, 177, 1362, 485]
- student-col-left: [1183, 177, 1362, 611]
- doctor-name: Δρ ΑΝΤΩΝΙΟΣ ΧΡΟΝΙΣ: [263, 1471, 389, 1486]
- ad-pobox: Τ.Θ. 78 ΘΕΣΣΑΛΟΝΙΚΗ: [444, 1638, 602, 1655]
- rotary-body: [43, 890, 414, 1090]
- bullet-item: • Δυνατότητες ἐξελίξεως.: [1194, 1346, 1318, 1360]
- paragraph: Ὁ ροταριανός ὅμιλος Θεσσαλονίκης ὀργάνωσε τήν συνεστίαση τῶν μελῶν του, κατά τήν ὁποία ὁ ὑφηγητής κ. Διάτσης ὁμίλησε μέ θέμα «Τό αἷμα καί τά παράγωγα του». Ὁ ὁμιλητής ἐκανε μία σύντομη ἐπισκόπηση τῆς ἱστορίας τῆς μεταγγίσεως αἵματος καί τῶν νεωτέρων ἐπιτεύξεων.: [43, 891, 414, 974]
- paragraph: ΑΘΗΝΑΙ, 5.— Συνεχίζονται οἱ ἀναγνωρίσεις τῶν βρετανῶν ταξιδιωτικῶν πρακτόρων, οἱ ὁποῖοι εὑρίσκονται στή χώρα μας. Τό συνέδριό τους ἔχει ὡς θέμα τήν τουριστική προσφορά τῆς Ἑλλάδος.: [429, 227, 617, 319]
- ad-body: ἠλεκτρολόγοι καί μηχανικοί φορτηγῶν αὐτοκινήτων. Προσφέρονται ὑψηλές ἀποδοχές.: [437, 1836, 609, 1881]
- column-4: [915, 18, 1171, 2278]
- ad-body: Ἐφοριακός γιά ἀπασχόληση σέ ἐξαγωγική ἑταιρεία. Τηλεφωνήσατε εἰς 539821-11 ἀπό 9π.μ. — 13.30.: [437, 1730, 609, 1790]
- doctor-name: ΕΛΕΥΘΕΡΙΟΣ Α. ΜΑΓΓΑΝΑΡΗΣ: [44, 1620, 218, 1634]
- ad-offers: [1194, 1328, 1551, 1378]
- notice-headline: ΠΡΟΜΗΘΕΙΑ ΥΛΙΚΟΥ ΟΠΛΙΣΜΟΥ: [670, 852, 862, 866]
- notice-headline: ΕΓΚΑΤΑΣΤΑΣΙΣ ΥΔΡΕΥΣΕΩΣ: [960, 373, 1126, 387]
- paragraph: Ὁ διαγωνισμός θά γίνει εἰς τήν αἴθουσαν δοκιμῶν τῆς ὀρχήστρας κατά τήν ἡμερομηνίαν πού θά ἀνακοινωθεῖ.: [43, 1304, 414, 1334]
- tenders-list: [630, 111, 902, 1018]
- school-details: Διαλέτη 2, τηλ. 227-273. Ἀρχίζουν τά τμήματα γιά τήν Ἰατρική.: [1386, 892, 1558, 922]
- paragraph: Ὁ φοιτητές χωρίζονται σέ τμήματα μέ βάση τόν ἀριθμό μητρώου τους. Τμῆμα Α — Κουλούρα, Δευτέρα 8-10 π.μ. στήν αἴθουσα 12. Τμῆμα Β — Τετάρτη 4-6 μ.μ. Τμῆμα Γ — Πέμπτη 11-1 μ.μ.: [1183, 293, 1362, 385]
- outage-title: ΔΙΑΚΟΠΗ ΗΛΕΚΤΡΙΚΟΥ ΡΕΥΜΑΤΟΣ: [707, 1046, 862, 1078]
- ad-requirements: [1194, 1245, 1551, 1311]
- tenders-list-continued: [915, 23, 1171, 842]
